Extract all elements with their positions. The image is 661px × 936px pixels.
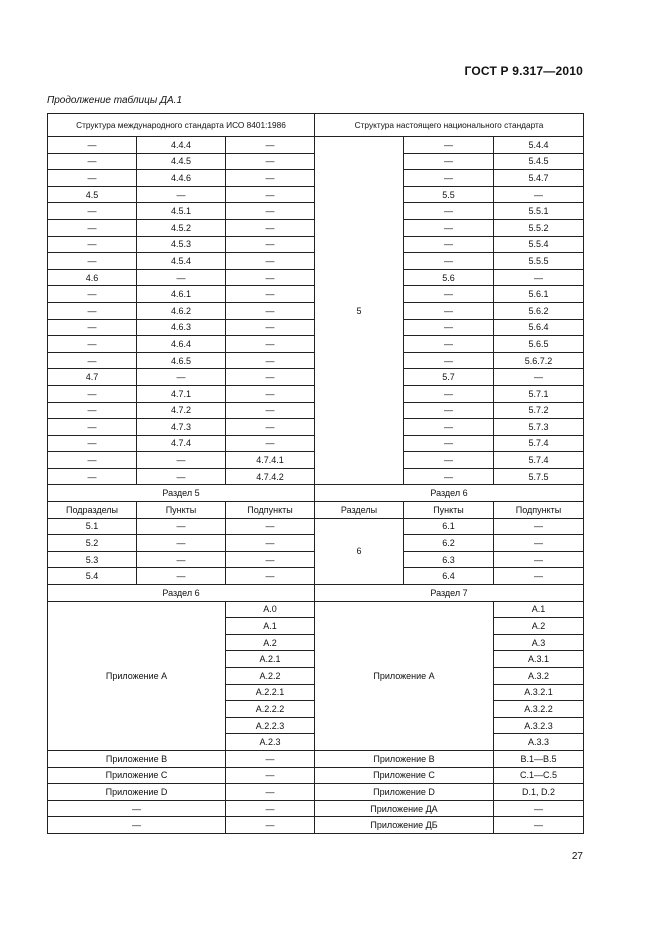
annex-row [48,817,584,834]
national-subsection-cell: — [404,385,494,402]
national-clause-cell: 5.4.7 [494,170,584,187]
iso-subclause-cell: — [226,518,315,535]
national-clause-cell: 5.5.5 [494,253,584,270]
national-clause-cell: — [494,186,584,203]
national-annex-cell: Приложение С [315,767,494,784]
national-annex-clause-cell: С.1—С.5 [494,767,584,784]
national-clause-cell: — [494,369,584,386]
iso-subsection-cell: 4.5 [48,186,137,203]
national-subsection-cell: — [404,468,494,485]
national-column-label: Подпункты [494,502,584,519]
iso-subsection-cell: — [48,286,137,303]
national-clause-cell: 6.1 [404,518,494,535]
national-annex-cell: Приложение ДА [315,800,494,817]
iso-subsection-cell: — [48,435,137,452]
iso-subclause-cell: — [226,269,315,286]
iso-annex-clause-cell: А.2.1 [226,651,315,668]
national-clause-cell: 5.5.4 [494,236,584,253]
iso-annex-clause-cell: А.2.3 [226,734,315,751]
iso-subsection-cell: — [48,219,137,236]
national-annex-clause-cell: А.3.3 [494,734,584,751]
page-number: 27 [571,851,583,862]
national-clause-cell: 5.6.5 [494,336,584,353]
national-clause-cell: 5.7.4 [494,452,584,469]
iso-clause-cell: 4.7.4 [137,435,226,452]
iso-annex-clause-cell: А.2.2.3 [226,717,315,734]
iso-subclause-cell: — [226,385,315,402]
national-clause-cell: 6.4 [404,568,494,585]
national-subsection-cell: — [404,336,494,353]
national-subsection-cell: — [404,419,494,436]
iso-annex-clause-cell: — [226,767,315,784]
iso-clause-cell: — [137,186,226,203]
iso-subclause-cell: — [226,302,315,319]
iso-clause-cell: 4.6.1 [137,286,226,303]
national-subclause-cell: — [494,518,584,535]
iso-clause-cell: 4.4.6 [137,170,226,187]
national-subsection-cell: 5.5 [404,186,494,203]
iso-clause-cell: 4.7.3 [137,419,226,436]
iso-subsection-cell: — [48,352,137,369]
iso-clause-cell: — [137,551,226,568]
iso-subsection-cell: — [48,137,137,154]
iso-clause-cell: 4.6.5 [137,352,226,369]
national-clause-cell: 5.6.7.2 [494,352,584,369]
national-subsection-cell: — [404,170,494,187]
iso-annex-cell: — [48,800,226,817]
iso-subsection-cell: 4.6 [48,269,137,286]
correspondence-table [47,113,584,834]
national-clause-cell: 5.6.1 [494,286,584,303]
national-subsection-cell: — [404,452,494,469]
column-labels-row [48,502,584,519]
table-row [48,518,584,535]
iso-subclause-cell: — [226,535,315,552]
table-row [48,601,584,618]
national-annex-clause-cell: — [494,817,584,834]
national-clause-cell: 5.4.4 [494,137,584,154]
national-annex-clause-cell: А.3.2.2 [494,701,584,718]
national-clause-cell: 5.7.1 [494,385,584,402]
national-subsection-cell: — [404,435,494,452]
national-annex-cell: Приложение ДБ [315,817,494,834]
iso-subsection-cell: — [48,336,137,353]
iso-subclause-cell: 4.7.4.2 [226,468,315,485]
national-annex-clause-cell: А.2 [494,618,584,635]
iso-subclause-cell: 4.7.4.1 [226,452,315,469]
national-clause-cell: 5.6.4 [494,319,584,336]
iso-clause-cell: — [137,518,226,535]
national-clause-cell: 5.5.2 [494,219,584,236]
national-subsection-cell: — [404,137,494,154]
iso-clause-cell: 4.6.2 [137,302,226,319]
iso-clause-cell: — [137,369,226,386]
national-annex-a-cell: Приложение А [315,601,494,750]
national-subclause-cell: — [494,568,584,585]
annex-row [48,750,584,767]
iso-annex-cell: Приложение В [48,750,226,767]
national-subsection-cell: — [404,153,494,170]
national-section-cell: 6 [315,518,404,584]
document-code: ГОСТ Р 9.317—2010 [464,64,583,78]
iso-clause-cell: — [137,452,226,469]
national-subsection-cell: — [404,203,494,220]
national-subsection-cell: 5.7 [404,369,494,386]
header-international-standard: Структура международного стандарта ИСО 8401:1986 [48,114,315,137]
national-subclause-cell: — [494,551,584,568]
national-clause-cell: 5.7.4 [494,435,584,452]
table-header-row [48,114,584,137]
iso-annex-a-cell: Приложение А [48,601,226,750]
national-clause-cell: 6.2 [404,535,494,552]
iso-annex-clause-cell: А.2 [226,634,315,651]
iso-annex-clause-cell: А.0 [226,601,315,618]
iso-annex-clause-cell: — [226,817,315,834]
iso-subsection-cell: — [48,402,137,419]
national-clause-cell: 5.7.5 [494,468,584,485]
national-annex-clause-cell: D.1, D.2 [494,784,584,801]
national-clause-cell: 5.7.3 [494,419,584,436]
iso-subclause-cell: — [226,153,315,170]
iso-clause-cell: — [137,468,226,485]
national-clause-cell: 6.3 [404,551,494,568]
iso-annex-clause-cell: — [226,800,315,817]
iso-clause-cell: 4.5.2 [137,219,226,236]
national-subsection-cell: — [404,352,494,369]
iso-clause-cell: 4.6.4 [137,336,226,353]
iso-subclause-cell: — [226,286,315,303]
national-annex-clause-cell: А.3.1 [494,651,584,668]
iso-subclause-cell: — [226,253,315,270]
iso-annex-clause-cell: А.2.2.2 [226,701,315,718]
national-subsection-cell: — [404,236,494,253]
iso-subsection-cell: 5.3 [48,551,137,568]
iso-subsection-cell: — [48,319,137,336]
national-subsection-cell: — [404,319,494,336]
iso-section-title: Раздел 5 [48,485,315,502]
iso-subsection-cell: 4.7 [48,369,137,386]
national-clause-cell: 5.4.5 [494,153,584,170]
iso-subclause-cell: — [226,369,315,386]
header-national-standard: Структура настоящего национального стандарта [315,114,584,137]
national-subsection-cell: — [404,402,494,419]
iso-subclause-cell: — [226,435,315,452]
iso-clause-cell: — [137,535,226,552]
iso-subsection-cell: — [48,203,137,220]
national-column-label: Пункты [404,502,494,519]
iso-column-label: Пункты [137,502,226,519]
iso-subsection-cell: — [48,468,137,485]
iso-subsection-cell: — [48,170,137,187]
iso-clause-cell: 4.7.1 [137,385,226,402]
iso-clause-cell: 4.6.3 [137,319,226,336]
iso-subclause-cell: — [226,551,315,568]
iso-subsection-cell: — [48,452,137,469]
iso-subsection-cell: 5.1 [48,518,137,535]
iso-subclause-cell: — [226,419,315,436]
iso-clause-cell: — [137,568,226,585]
national-clause-cell: 5.7.2 [494,402,584,419]
iso-clause-cell: 4.4.4 [137,137,226,154]
iso-subclause-cell: — [226,352,315,369]
national-column-label: Разделы [315,502,404,519]
national-annex-clause-cell: А.3.2.1 [494,684,584,701]
national-subclause-cell: — [494,535,584,552]
annex-row [48,800,584,817]
table-body [48,114,584,834]
iso-clause-cell: 4.5.1 [137,203,226,220]
iso-subclause-cell: — [226,568,315,585]
national-section-title: Раздел 7 [315,585,584,602]
table-row [48,137,584,154]
iso-annex-clause-cell: А.2.2 [226,668,315,685]
national-section-title: Раздел 6 [315,485,584,502]
iso-subclause-cell: — [226,170,315,187]
national-annex-clause-cell: — [494,800,584,817]
national-annex-clause-cell: А.3.2 [494,668,584,685]
national-subsection-cell: 5.6 [404,269,494,286]
iso-subsection-cell: 5.4 [48,568,137,585]
iso-subclause-cell: — [226,137,315,154]
iso-annex-cell: Приложение С [48,767,226,784]
iso-subsection-cell: 5.2 [48,535,137,552]
iso-subclause-cell: — [226,402,315,419]
national-section-cell: 5 [315,137,404,485]
iso-annex-cell: Приложение D [48,784,226,801]
iso-subclause-cell: — [226,186,315,203]
national-subsection-cell: — [404,253,494,270]
iso-subclause-cell: — [226,236,315,253]
section-title-row [48,585,584,602]
table-caption: Продолжение таблицы ДА.1 [47,95,183,106]
iso-subsection-cell: — [48,302,137,319]
annex-row [48,767,584,784]
national-annex-clause-cell: В.1—В.5 [494,750,584,767]
national-subsection-cell: — [404,286,494,303]
national-subsection-cell: — [404,219,494,236]
iso-section-title: Раздел 6 [48,585,315,602]
national-clause-cell: 5.5.1 [494,203,584,220]
section-title-row [48,485,584,502]
iso-clause-cell: 4.7.2 [137,402,226,419]
iso-subsection-cell: — [48,153,137,170]
national-clause-cell: 5.6.2 [494,302,584,319]
national-annex-clause-cell: А.1 [494,601,584,618]
national-clause-cell: — [494,269,584,286]
iso-subclause-cell: — [226,336,315,353]
iso-subclause-cell: — [226,219,315,236]
iso-annex-clause-cell: — [226,750,315,767]
iso-subsection-cell: — [48,253,137,270]
iso-clause-cell: 4.4.5 [137,153,226,170]
national-annex-clause-cell: А.3 [494,634,584,651]
iso-annex-cell: — [48,817,226,834]
national-subsection-cell: — [404,302,494,319]
iso-clause-cell: 4.5.3 [137,236,226,253]
iso-annex-clause-cell: А.1 [226,618,315,635]
iso-subsection-cell: — [48,419,137,436]
national-annex-cell: Приложение D [315,784,494,801]
iso-annex-clause-cell: А.2.2.1 [226,684,315,701]
national-annex-clause-cell: А.3.2.3 [494,717,584,734]
iso-column-label: Подпункты [226,502,315,519]
iso-subsection-cell: — [48,236,137,253]
iso-annex-clause-cell: — [226,784,315,801]
iso-clause-cell: — [137,269,226,286]
national-annex-cell: Приложение В [315,750,494,767]
iso-subsection-cell: — [48,385,137,402]
iso-subclause-cell: — [226,319,315,336]
iso-column-label: Подразделы [48,502,137,519]
iso-subclause-cell: — [226,203,315,220]
annex-row [48,784,584,801]
iso-clause-cell: 4.5.4 [137,253,226,270]
